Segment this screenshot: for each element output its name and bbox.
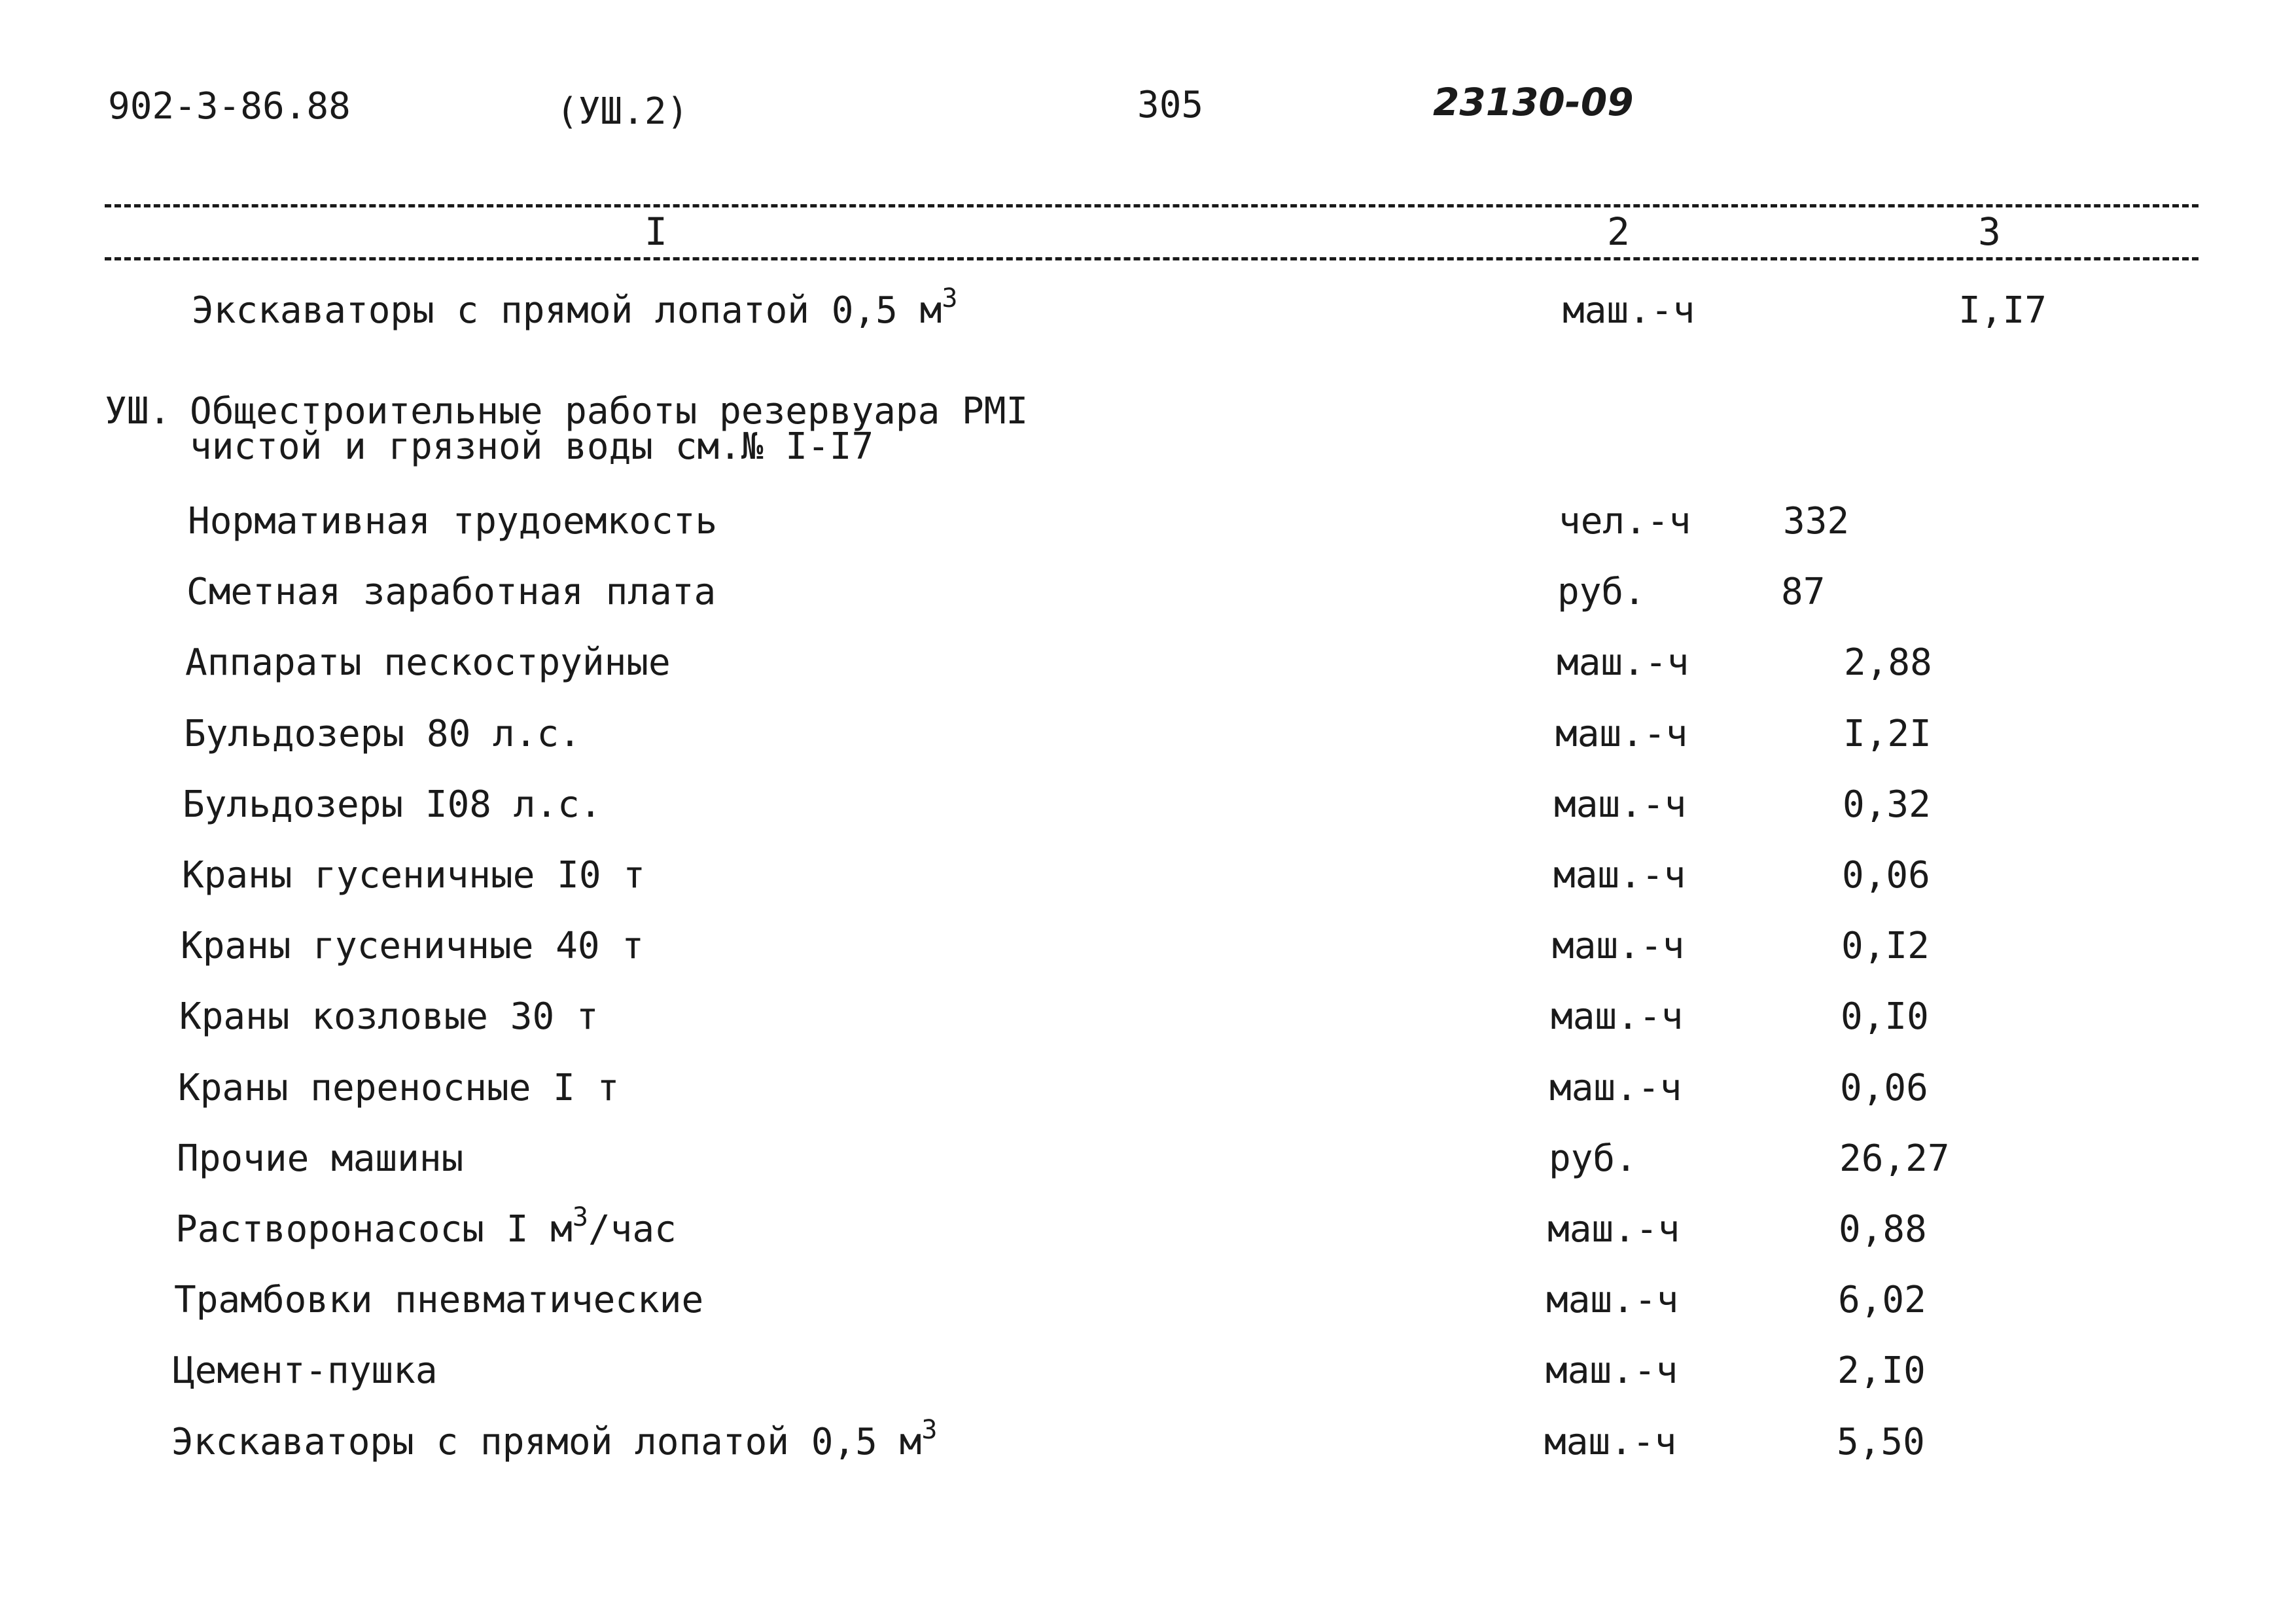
row-value: I,2I xyxy=(1843,713,1932,755)
row-name-suffix: /час xyxy=(588,1208,677,1251)
row-name-text: Краны гусеничные 40 т xyxy=(181,925,645,967)
row-value: I,I7 xyxy=(1958,289,2047,332)
row-name-text: Аппараты пескоструйные xyxy=(185,641,671,684)
row-name xyxy=(183,783,602,826)
row-name-text: Краны гусеничные I0 т xyxy=(182,854,646,897)
column-number-1: I xyxy=(645,209,667,254)
row-name xyxy=(188,500,718,543)
section-title-line-2: чистой и грязной воды см.№ I-I7 xyxy=(190,425,874,468)
row-name xyxy=(177,1137,464,1180)
handwritten-code: 23130-09 xyxy=(1433,80,1634,124)
row-value: 2,I0 xyxy=(1837,1349,1926,1392)
dashed-rule-top xyxy=(105,204,2199,207)
row-name-text: Экскаваторы с прямой лопатой 0,5 м xyxy=(171,1421,922,1463)
row-unit: руб. xyxy=(1557,571,1646,613)
row-name-text: Экскаваторы с прямой лопатой 0,5 м xyxy=(192,289,942,332)
dashed-rule-bottom xyxy=(105,257,2199,260)
column-number-2: 2 xyxy=(1607,209,1630,254)
row-value: 0,06 xyxy=(1840,1067,1928,1109)
row-unit: маш.-ч xyxy=(1545,1349,1678,1392)
row-name xyxy=(185,641,671,684)
row-name-text: Трамбовки пневматические xyxy=(174,1279,704,1321)
document-code: 902-3-86.88 xyxy=(108,85,351,128)
row-name xyxy=(186,571,716,613)
row-name xyxy=(171,1415,938,1463)
row-name xyxy=(178,1067,620,1109)
row-name xyxy=(174,1279,704,1321)
row-name-text: Прочие машины xyxy=(177,1137,464,1180)
row-unit: маш.-ч xyxy=(1552,925,1685,967)
section-number: УШ. xyxy=(105,390,171,433)
page-number: 305 xyxy=(1137,84,1204,126)
row-value: 87 xyxy=(1781,571,1826,613)
row-value: 5,50 xyxy=(1837,1421,1925,1463)
row-unit: маш.-ч xyxy=(1547,1208,1680,1251)
row-unit: руб. xyxy=(1549,1137,1637,1180)
row-value: 0,88 xyxy=(1839,1208,1927,1251)
superscript: 3 xyxy=(942,283,958,313)
row-name-text: Краны козловые 30 т xyxy=(179,995,599,1038)
row-name xyxy=(179,995,599,1038)
superscript: 3 xyxy=(921,1415,938,1445)
row-value: 2,88 xyxy=(1844,641,1932,684)
row-name-text: Краны переносные I т xyxy=(178,1067,620,1109)
row-unit: маш.-ч xyxy=(1554,783,1687,826)
row-name xyxy=(184,713,581,755)
superscript: 3 xyxy=(572,1202,588,1232)
section-title-line-1: Общестроительные работы резервуара РМI xyxy=(190,390,1029,433)
row-unit: маш.-ч xyxy=(1553,854,1686,897)
row-name xyxy=(182,854,646,897)
row-name xyxy=(192,283,958,332)
row-unit: чел.-ч xyxy=(1559,500,1691,543)
row-name-text: Нормативная трудоемкость xyxy=(188,500,718,543)
row-name xyxy=(173,1349,438,1392)
row-name xyxy=(181,925,645,967)
row-unit: маш.-ч xyxy=(1555,713,1688,755)
row-name xyxy=(175,1202,677,1251)
row-name-text: Бульдозеры 80 л.с. xyxy=(184,713,581,755)
row-unit: маш.-ч xyxy=(1549,1067,1682,1109)
row-value: 332 xyxy=(1783,500,1850,543)
row-value: 6,02 xyxy=(1838,1279,1926,1321)
row-unit: маш.-ч xyxy=(1544,1421,1677,1463)
column-number-3: 3 xyxy=(1978,209,2001,254)
row-name-text: Сметная заработная плата xyxy=(186,571,716,613)
row-name-text: Цемент-пушка xyxy=(173,1349,438,1392)
row-value: 0,06 xyxy=(1842,854,1930,897)
row-name-text: Растворонасосы I м xyxy=(175,1208,573,1251)
row-value: 0,I0 xyxy=(1841,995,1929,1038)
row-value: 0,32 xyxy=(1843,783,1931,826)
row-unit: маш.-ч xyxy=(1563,289,1695,332)
section-reference: (УШ.2) xyxy=(556,90,689,133)
row-unit: маш.-ч xyxy=(1551,995,1684,1038)
row-unit: маш.-ч xyxy=(1546,1279,1679,1321)
row-unit: маш.-ч xyxy=(1557,641,1689,684)
row-value: 26,27 xyxy=(1839,1137,1950,1180)
row-value: 0,I2 xyxy=(1841,925,1930,967)
row-name-text: Бульдозеры I08 л.с. xyxy=(183,783,602,826)
